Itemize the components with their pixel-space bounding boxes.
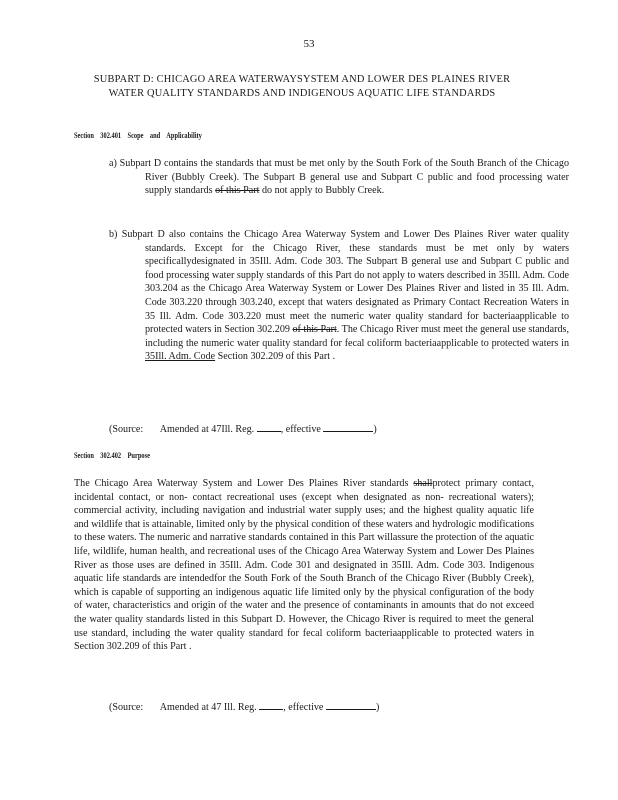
purpose-text: The Chicago Area Waterway System and Lower Des Plaines River standards (74, 478, 409, 489)
purpose-deleted: shall (413, 478, 433, 489)
purpose-paragraph (74, 477, 534, 654)
paragraph-b (109, 228, 569, 364)
source-label: (Source: (109, 702, 144, 713)
paragraph-b-text-3: Section 302.209 of this Part . (217, 351, 336, 363)
source-label: (Source: (109, 424, 144, 435)
paragraph-b-deleted: of this Part (292, 324, 337, 336)
source-note-401: (Source: Amended at 47Ill. Reg. , effective ) (109, 421, 377, 437)
paragraph-b-inserted: 35Ill. Adm. Code (145, 351, 216, 363)
paragraph-a (109, 157, 569, 198)
paragraph-a-text-end: do not apply to Bubbly Creek. (261, 185, 385, 197)
blank-reg (257, 421, 281, 432)
blank-date (326, 699, 376, 710)
source-effective: effective (288, 702, 324, 713)
paragraph-a-deleted: of this Part (215, 185, 260, 197)
paragraph-a-text: a) Subpart D contains the standards that must be met only by the South Fork of the South Branch of the Chicago River (Bubbly Creek). The Subpart B general use and Subpart C public and food processing water supply standards (109, 158, 569, 197)
blank-date (323, 421, 373, 432)
section-302-401-heading: Section 302.401 Scope and Applicability (74, 131, 202, 140)
paragraph-b-text: b) Subpart D also contains the Chicago Area Waterway System and Lower Des Plaines River water quality standards. Except for the Chicago River, these standards must be met only by waters specificallydesignated in 35Ill. Adm. Code 303. The Subpart B general use and Subpart C public and food processing water supply standards of this Part do not apply to waters described in 35Ill. Adm. Code 303.204 as the Chicago Area Waterway System or Lower Des Plaines River and listed in 35 Ill. Adm. Code 303.220 through 303.240, except that waters designated as Primary Contact Recreation Waters in 35 Ill. Adm. Code 303.220 must meet the numeric water quality standard for bacteriaapplicable to protected waters in Section 302.209 (109, 229, 569, 336)
subpart-title: SUBPART D: CHICAGO AREA WATERWAYSYSTEM AND LOWER DES PLAINES RIVER WATER QUALITY STANDARDS AND INDIGENOUS AQUATIC LIFE STANDARDS (93, 74, 511, 99)
page-number: 53 (303, 38, 315, 50)
source-text: Amended at 47Ill. Reg. (159, 424, 255, 435)
source-note-402: (Source: Amended at 47 Ill. Reg. , effective ) (109, 699, 379, 715)
section-302-402-heading: Section 302.402 Purpose (74, 451, 150, 460)
purpose-text-end: protect primary contact, incidental contact, or non- contact recreational uses (except when designated as non- recreational waters); commercial activity, including navigation and industrial water supply uses; and the highest quality aquatic life and wildlife that is attainable, limited only by the physical condition of these waters and hydrologic modifications to these waters. The numeric and narrative standards contained in this Part willassure the protection of the aquatic life, wildlife, human health, and recreational uses of the Chicago Area Waterway System and Lower Des Plaines River as those uses are defined in 35Ill. Adm. Code 301 and designated in 35Ill. Adm. Code 303. Indigenous aquatic life standards are intendedfor the South Fork of the South Branch of the Chicago River (Bubbly Creek), which is capable of supporting an indigenous aquatic life limited only by the physical configuration of the body of water, characteristics and origin of the water and the presence of contaminants in amounts that do not exceed the water quality standards listed in this Subpart D. However, the Chicago River is required to meet the general use standard, including the water quality standard for fecal coliform bacteriaapplicable to protected waters in Section 302.209 of this Part . (74, 478, 534, 653)
blank-reg (259, 699, 283, 710)
source-text: Amended at 47 Ill. Reg. (159, 702, 257, 713)
source-effective: effective (285, 424, 321, 435)
paragraph-b-text-2: . The Chicago River must meet the general use standards, including the numeric water quality standard for fecal coliform bacteriaapplicable to protected waters in (145, 324, 569, 349)
